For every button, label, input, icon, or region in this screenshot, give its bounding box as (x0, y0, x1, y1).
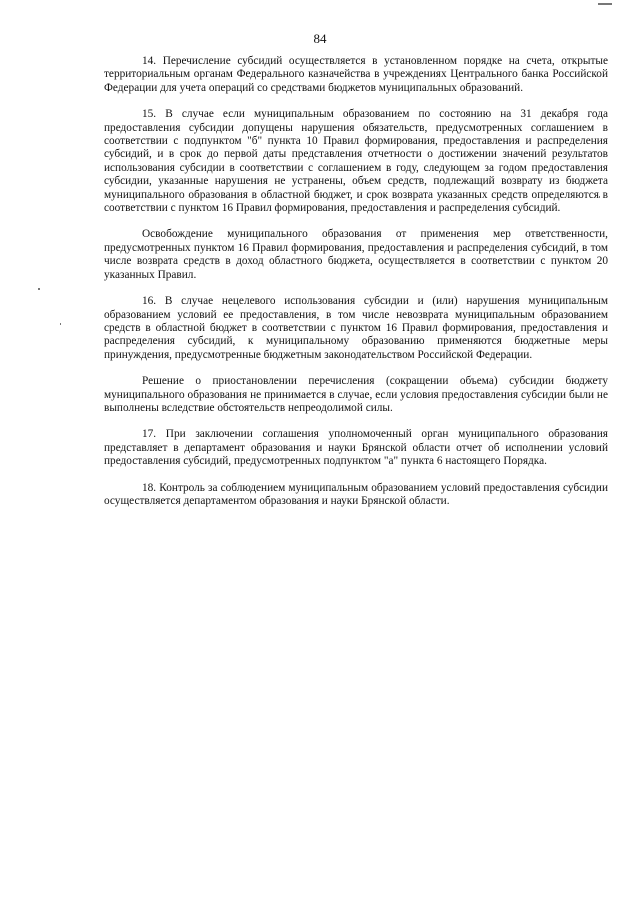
paragraph-15-exemption: Освобождение муниципального образования от применения мер ответственности, предусмотренных пунктом 16 Правил формирования, предоставления и распределения субсидий, в том числе возврата средств в доход областного бюджета, осуществляется в соответствии с пунктом 20 указанных Правил. (104, 228, 608, 281)
paragraph-17: 17. При заключении соглашения уполномоченный орган муниципального образования представляет в департамент образования и науки Брянской области отчет об исполнении условий предоставления субсидий, предусмотренных подпунктом "а" пункта 6 настоящего Порядка. (104, 428, 608, 468)
paragraph-15: 15. В случае если муниципальным образованием по состоянию на 31 декабря года предоставления субсидии допущены нарушения обязательств, предусмотренных соглашением в соответствии с подпунктом "б" пункта 10 Правил формирования, предоставления и распределения субсидий, и в срок до первой даты представления отчетности о достижении значений результатов использования субсидии в соответствии с соглашением в году, следующем за годом предоставления субсидии, указанные нарушения не устранены, объем средств, подлежащий возврату из бюджета муниципального образования в областной бюджет, и срок возврата указанных средств определяются в соответствии с пунктом 16 Правил формирования, предоставления и распределения субсидий. (104, 108, 608, 215)
document-body (104, 55, 608, 521)
page-number: 84 (313, 31, 327, 46)
paragraph-16: 16. В случае нецелевого использования субсидии и (или) нарушения муниципальным образованием условий ее предоставления, в том числе невозврата муниципальным образованием средств в областной бюджет в соответствии с пунктом 16 Правил формирования, предоставления и распределения субсидий, к муниципальному образованию применяются бюджетные меры принуждения, предусмотренные бюджетным законодательством Российской Федерации. (104, 295, 608, 361)
paragraph-16-decision: Решение о приостановлении перечисления (сокращении объема) субсидии бюджету муниципального образования не принимается в случае, если условия предоставления субсидии были не выполнены вследствие обстоятельств непреодолимой силы. (104, 375, 608, 414)
paragraph-14: 14. Перечисление субсидий осуществляется в установленном порядке на счета, открытые территориальным органам Федерального казначейства в учреждениях Центрального банка Российской Федерации для учета операций со средствами бюджетов муниципальных образований. (104, 55, 608, 94)
scan-mark-left-lower (60, 323, 61, 325)
scan-mark-top-right (598, 3, 612, 5)
scan-mark-left (38, 288, 40, 290)
paragraph-18: 18. Контроль за соблюдением муниципальным образованием условий предоставления субсидии осуществляется департаментом образования и науки Брянской области. (104, 481, 608, 507)
